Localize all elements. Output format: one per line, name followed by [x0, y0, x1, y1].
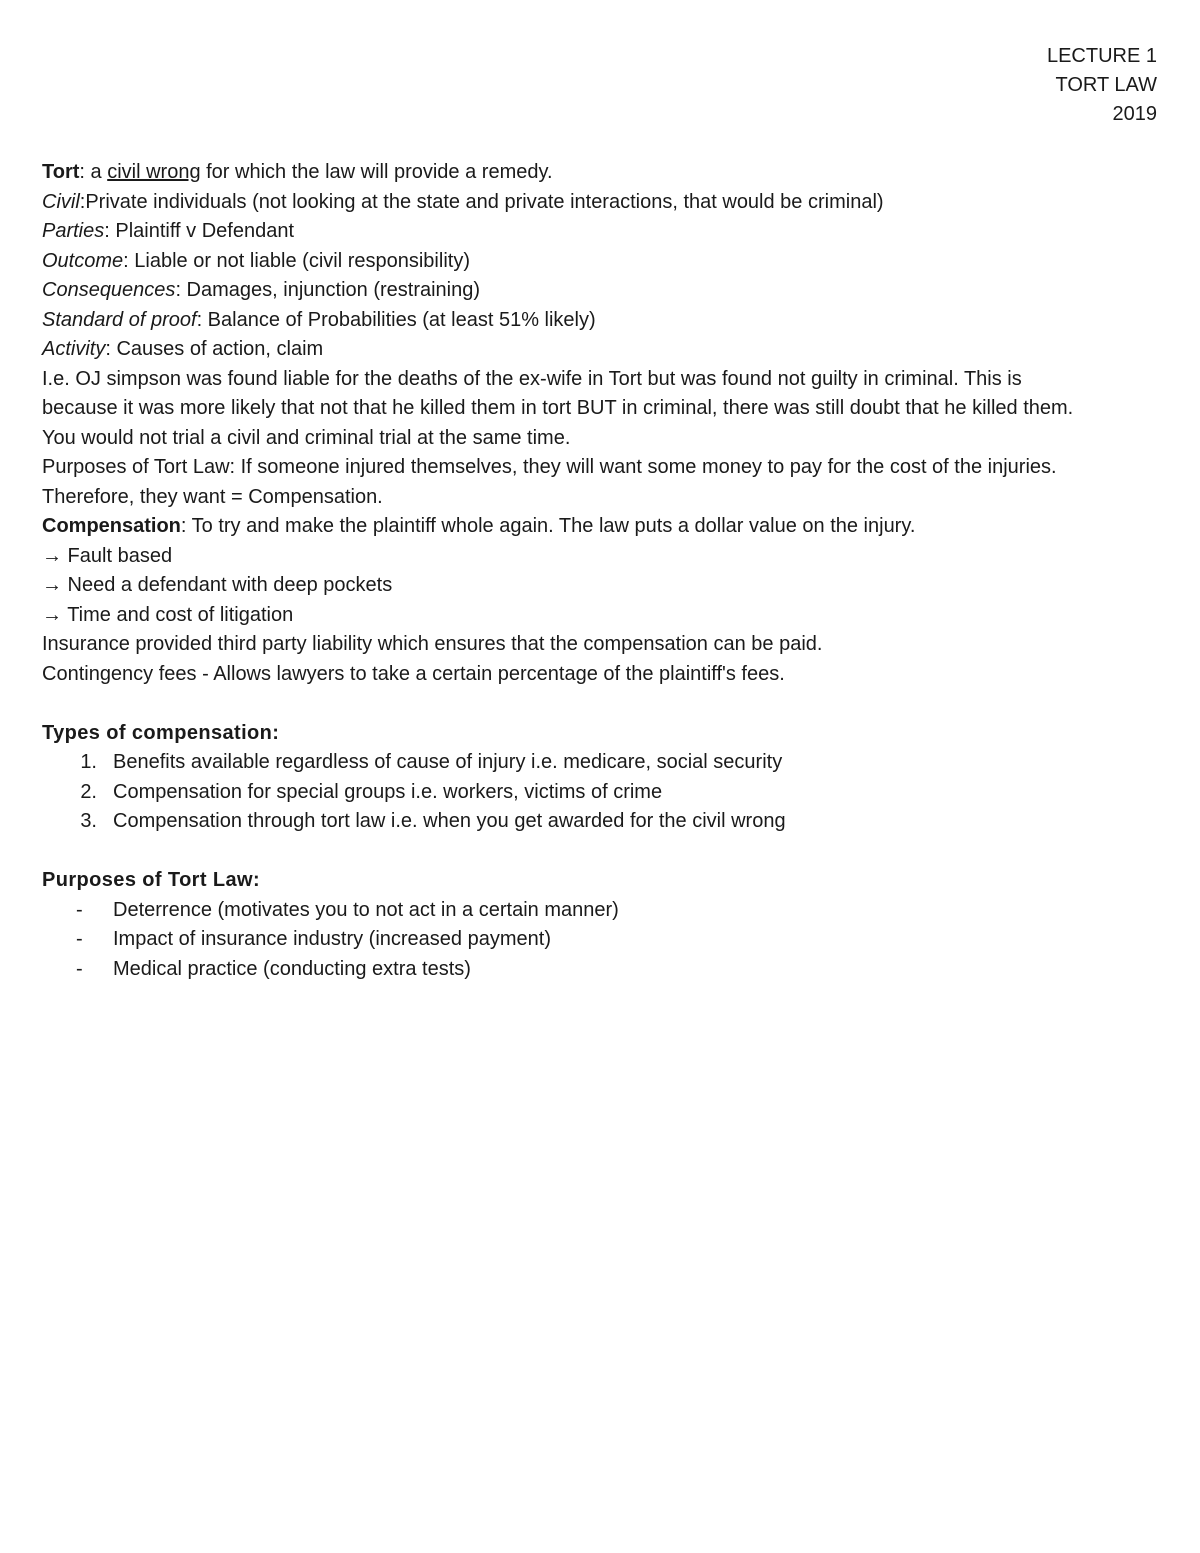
list-item-text: Compensation through tort law i.e. when you get awarded for the civil wrong — [113, 810, 786, 832]
compensation-definition — [42, 512, 1162, 542]
civil-term: Civil — [42, 190, 80, 213]
list-marker: 3. — [80, 810, 97, 832]
contingency-line: Contingency fees - Allows lawyers to take a certain percentage of the plaintiff's fees. — [42, 662, 785, 685]
standard-term: Standard of proof — [42, 308, 197, 331]
compensation-text: : To try and make the plaintiff whole again. The law puts a dollar value on the injury. — [180, 515, 916, 537]
parties-text: : Plaintiff v Defendant — [104, 220, 294, 242]
list-item — [42, 807, 1162, 837]
spacer — [42, 837, 1162, 867]
list-marker: 2. — [80, 780, 97, 803]
arrow-item: → Time and cost of litigation — [42, 603, 294, 626]
consequences-text: : Damages, injunction (restraining) — [175, 279, 481, 301]
civil-wrong-underlined: civil wrong — [107, 161, 201, 183]
consequences-definition — [42, 276, 1162, 306]
list-item-text: Benefits available regardless of cause of injury i.e. medicare, social security — [113, 751, 783, 773]
list-item — [42, 748, 1162, 778]
document-header — [1047, 42, 1157, 129]
example-line-2: because it was more likely that not that he killed them in tort BUT in criminal, there was still doubt that he killed them. — [42, 397, 1074, 419]
list-marker: - — [76, 928, 83, 950]
list-item-text: Deterrence (motivates you to not act in a certain manner) — [113, 898, 619, 921]
list-item — [42, 925, 1162, 955]
list-item-text: Medical practice (conducting extra tests) — [113, 957, 471, 980]
activity-term: Activity — [42, 338, 106, 360]
compensation-term: Compensation — [42, 515, 181, 537]
civil-definition — [42, 188, 1162, 218]
document-body — [42, 158, 1162, 984]
outcome-term: Outcome — [42, 249, 124, 272]
purposes-heading: Purposes of Tort Law: — [42, 869, 261, 891]
purposes-line-2: Therefore, they want = Compensation. — [42, 485, 383, 508]
consequences-term: Consequences — [42, 279, 176, 301]
purposes-line-1: Purposes of Tort Law: If someone injured themselves, they will want some money to pay for the cost of the injuries. — [42, 456, 1057, 478]
header-year: 2019 — [1112, 103, 1157, 125]
header-lecture: LECTURE 1 — [1046, 45, 1157, 67]
insurance-line: Insurance provided third party liability which ensures that the compensation can be paid. — [42, 633, 823, 655]
types-heading: Types of compensation: — [42, 721, 280, 744]
list-item — [42, 896, 1162, 926]
list-marker: 1. — [80, 751, 97, 773]
tort-definition — [42, 158, 1162, 188]
activity-text: : Causes of action, claim — [105, 338, 324, 360]
header-subject: TORT LAW — [1055, 74, 1157, 96]
list-marker: - — [76, 957, 83, 980]
list-item-text: Impact of insurance industry (increased payment) — [113, 928, 551, 950]
arrow-item: → Need a defendant with deep pockets — [42, 574, 393, 596]
spacer — [42, 689, 1162, 719]
example-line-1: I.e. OJ simpson was found liable for the deaths of the ex-wife in Tort but was found not guilty in criminal. This is — [42, 367, 1022, 390]
list-marker: - — [76, 898, 83, 921]
list-item — [42, 778, 1162, 808]
parties-definition — [42, 217, 1162, 247]
outcome-text: : Liable or not liable (civil responsibility) — [123, 249, 470, 272]
arrow-item: → Fault based — [42, 544, 173, 567]
parties-term: Parties — [42, 220, 105, 242]
tort-rest: for which the law will provide a remedy. — [200, 161, 553, 183]
standard-of-proof-definition — [42, 306, 1162, 336]
list-item-text: Compensation for special groups i.e. workers, victims of crime — [113, 780, 663, 803]
standard-text: : Balance of Probabilities (at least 51% likely) — [196, 308, 596, 331]
tort-term: Tort — [42, 161, 80, 183]
tort-sep: : a — [79, 161, 108, 183]
list-item — [42, 955, 1162, 985]
civil-text: :Private individuals (not looking at the state and private interactions, that would be criminal) — [79, 190, 884, 213]
example-line-3: You would not trial a civil and criminal trial at the same time. — [42, 426, 571, 449]
activity-definition — [42, 335, 1162, 365]
outcome-definition — [42, 247, 1162, 277]
